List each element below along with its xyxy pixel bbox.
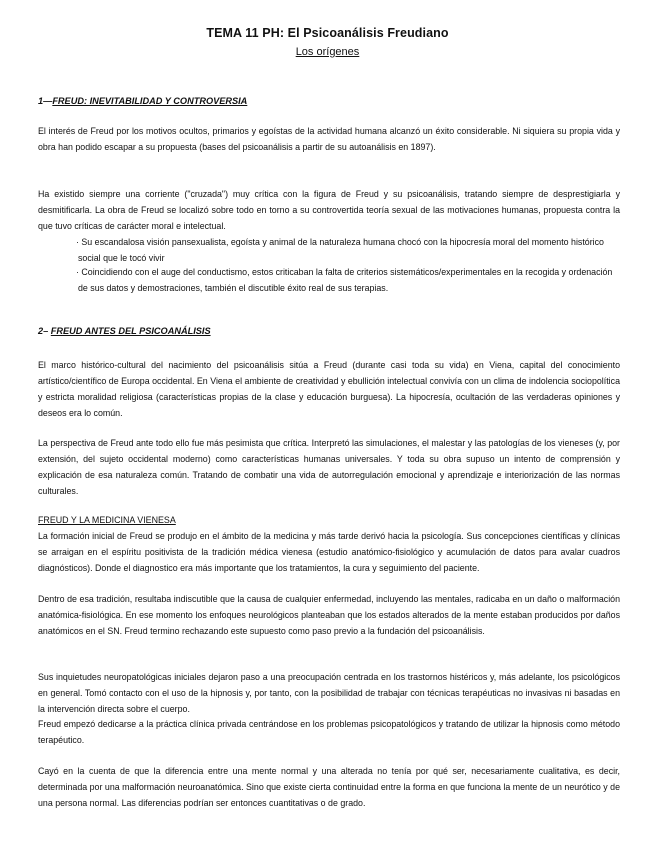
section-1-paragraph-2: Ha existido siempre una corriente ("cruzada") muy crítica con la figura de Freud y su psicoanálisis, tratando siempre de desprestigiarla y desmitificarla. La obra de Freud se localizó sobre todo en torno a su controvertida teoría sexual de las motivaciones humanas, propuesta contra la que tuvo críticas de carácter moral e intelectual. [38, 189, 620, 231]
document-subtitle: Los orígenes [295, 46, 360, 58]
section-1-bullet-1: · Su escandalosa visión pansexualista, egoísta y animal de la naturaleza humana chocó con la hipocresía moral del momento histórico social que le tocó vivir [76, 237, 604, 263]
subsection-heading: FREUD Y LA MEDICINA VIENESA [38, 515, 176, 525]
section-1-heading [38, 96, 247, 106]
section-2-paragraph-4: Dentro de esa tradición, resultaba indiscutible que la causa de cualquier enfermedad, incluyendo las mentales, radicaba en un daño o malformación anatómica-fisiológica. En ese momento los enfoques neurológicos planteaban que los estados alterados de la mente estaban producidos por daños anatómicos en el SN. Freud termino rechazando este supuesto como paso previo a la fundación del psicoanálisis. [38, 594, 620, 636]
section-1-number: 1— [38, 96, 53, 106]
section-1-paragraph-1: El interés de Freud por los motivos ocultos, primarios y egoístas de la actividad humana alcanzó un éxito considerable. Ni siquiera su propia vida y obra han podido escapar a su propuesta (bases del psicoanálisis a partir de su autoanálisis en 1897). [38, 126, 620, 152]
section-2-number: 2– [38, 326, 49, 336]
section-2-paragraph-2: La perspectiva de Freud ante todo ello fue más pesimista que crítica. Interpretó las simulaciones, el malestar y las patologías de los vieneses (y, por extensión, del sujeto occidental moderno) como características humanas universales. Y toda su obra supuso un intento de comprensión y explicación de esa naturaleza común. Tratando de combatir una vida de autorregulación emocional y aprendizaje e interiorización de las normas culturales. [38, 438, 620, 496]
section-2-paragraph-5: Sus inquietudes neuropatológicas iniciales dejaron paso a una preocupación centrada en los trastornos histéricos y, más adelante, los psicológicos en general. Tomó contacto con el uso de la hipnosis y, por tanto, con la posibilidad de trabajar con técnicas terapéuticas no invasivas ni basadas en la intervención directa sobre el cuerpo. [38, 672, 620, 714]
document-title: TEMA 11 PH: El Psicoanálisis Freudiano [206, 26, 449, 40]
section-1-bullet-2: · Coincidiendo con el auge del conductismo, estos criticaban la falta de criterios sistemáticos/experimentales en la recogida y ordenación de sus datos y demostraciones, también el discutible éxito real de sus terapias. [76, 267, 613, 293]
section-2-title: FREUD ANTES DEL PSICOANÁLISIS [50, 326, 211, 336]
section-2-paragraph-6: Freud empezó dedicarse a la práctica clínica privada centrándose en los problemas psicopatológicos y tratando de utilizar la hipnosis como método terapéutico. [38, 719, 620, 745]
section-2-heading [38, 326, 211, 336]
section-2-paragraph-1: El marco histórico-cultural del nacimiento del psicoanálisis sitúa a Freud (durante casi toda su vida) en Viena, capital del conocimiento artístico/científico de Europa occidental. En Viena el ambiente de creatividad y ebullición intelectual convivía con un clima de indolencia sociopolítica y estricta moralidad religiosa (características propias de la clase y educación burguesa). La hipocresía, ocultación de las verdaderas opiniones y deseos era lo común. [38, 360, 620, 418]
section-2-paragraph-7: Cayó en la cuenta de que la diferencia entre una mente normal y una alterada no tenía por qué ser, necesariamente cualitativa, es decir, determinada por una malformación neuroanatómica. Sino que existe cierta continuidad entre la forma en que funciona la mente de un neurótico y de una persona normal. Las diferencias podrían ser entonces cuantitativas o de grado. [38, 766, 620, 808]
section-2-paragraph-3: La formación inicial de Freud se produjo en el ámbito de la medicina y más tarde derivó hacia la psicología. Sus concepciones científicas y clínicas se arraigan en el espíritu positivista de la tradición médica vienesa (estudio anatómico-fisiológico y acumulación de datos para avalar cuadros diagnósticos). Donde el diagnostico era más importante que los tratamientos, la cura y seguimiento del paciente. [38, 531, 620, 573]
section-1-title: FREUD: INEVITABILIDAD Y CONTROVERSIA [52, 96, 248, 106]
